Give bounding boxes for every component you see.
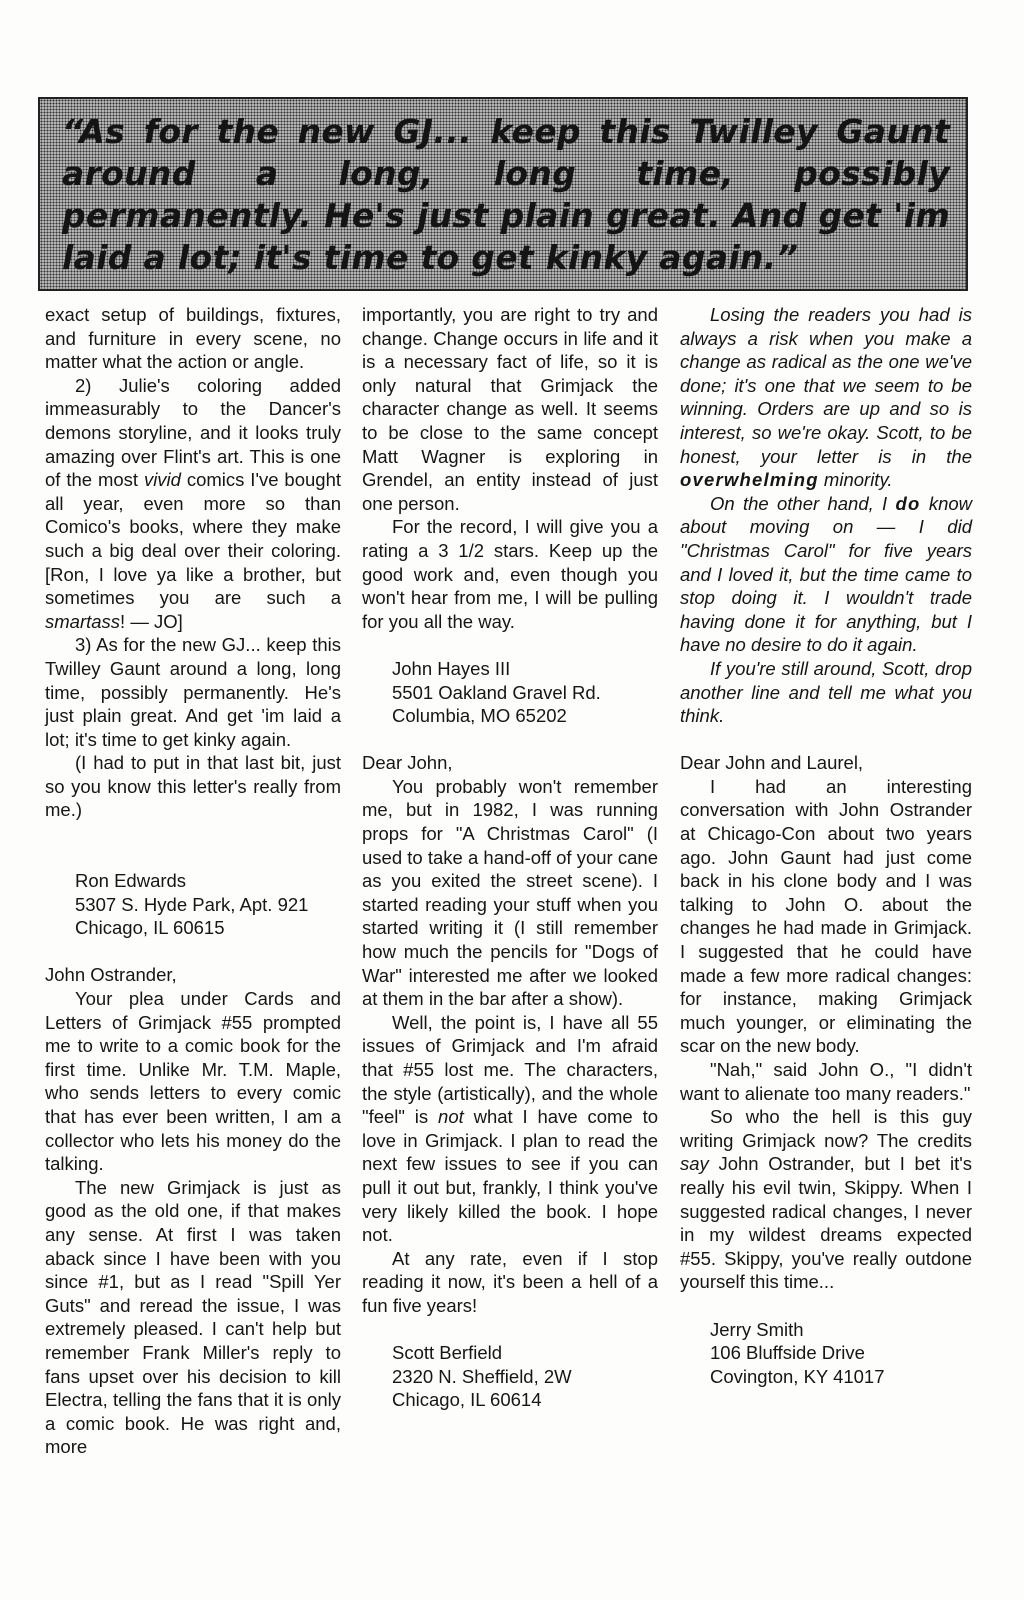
column-3 [680,303,972,1388]
paragraph: I had an interesting conversation with John Ostrander at Chicago-Con about two years ago. John Gaunt had just come back in his clone body and I was talking to John O. about the changes he had made in Grimjack. I suggested that he could have made a few more radical changes: for instance, making Grimjack much younger, or eliminating the scar on the new body. [680,775,972,1057]
salutation: John Ostrander, [45,964,177,986]
paragraph: "Nah," said John O., "I didn't want to alienate too many readers." [680,1059,972,1104]
column-2 [362,303,658,1412]
signature-name: John Hayes III [392,657,511,679]
signature-address: 106 Bluffside Drive [710,1342,865,1364]
signature-address: 5307 S. Hyde Park, Apt. 921 [75,893,309,915]
paragraph: Losing the readers you had is always a risk when you make a change as radical as the one we've done; it's one that we seem to be winning. Orders are up and so is interest, so we're okay. Scott, to be honest, your letter is in the overwhelming minority. [680,304,972,491]
paragraph: For the record, I will give you a rating a 3 1/2 stars. Keep up the good work and, even though you won't hear from me, I will be pulling for you all the way. [362,516,658,632]
column-1 [45,303,341,1459]
paragraph: Well, the point is, I have all 55 issues of Grimjack and I'm afraid that #55 lost me. The characters, the style (artistically), and the whole "feel" is not what I have come to love in Grimjack. I plan to read the next few issues to see if you can pull it out but, frankly, I think you've very likely killed the book. I hope not. [362,1011,658,1246]
paragraph: At any rate, even if I stop reading it now, it's been a hell of a fun five years! [362,1247,658,1316]
salutation: Dear John, [362,752,453,774]
paragraph: importantly, you are right to try and change. Change occurs in life and it is a necessary fact of life, so it is only natural that Grimjack the character change as well. It seems to be close to the same concept Matt Wagner is exploring in Grendel, an entity instead of just one person. [362,304,658,514]
paragraph: 3) As for the new GJ... keep this Twilley Gaunt around a long, long time, possibly permanently. He's just plain great. And get 'im laid a lot; it's time to get kinky again. [45,634,341,750]
signature-name: Ron Edwards [75,870,187,892]
paragraph: (I had to put in that last bit, just so you know this letter's really from me.) [45,752,341,821]
signature-address: 5501 Oakland Gravel Rd. [392,681,601,703]
signature-city: Covington, KY 41017 [710,1365,885,1387]
signature-city: Columbia, MO 65202 [392,705,567,727]
paragraph: Your plea under Cards and Letters of Grimjack #55 prompted me to write to a comic book for the first time. Unlike Mr. T.M. Maple, who sends letters to every comic that has ever been written, I am a collector who lets his money do the talking. [45,988,341,1175]
paragraph: On the other hand, I do know about moving on — I did "Christmas Carol" for five years and I loved it, but the time came to stop doing it. I wouldn't trade having done it for anything, but I have no desire to do it again. [680,492,973,656]
salutation: Dear John and Laurel, [680,752,864,774]
paragraph: exact setup of buildings, fixtures, and furniture in every scene, no matter what the action or angle. [45,304,341,373]
paragraph: 2) Julie's coloring added immeasurably to the Dancer's demons storyline, and it looks truly amazing over Flint's art. This is one of the most vivid comics I've bought all year, even more so than Comico's books, where they make such a big deal over their coloring. [Ron, I love ya like a brother, but sometimes you are such a smartass! — JO] [45,374,342,632]
paragraph: So who the hell is this guy writing Grimjack now? The credits say John Ostrander, but I bet it's really his evil twin, Skippy. When I suggested radical changes, I never in my wildest dreams expected #55. Skippy, you've really outdone yourself this time... [680,1106,972,1293]
pull-quote-box [38,97,968,291]
signature-name: Scott Berfield [392,1342,503,1364]
paragraph: If you're still around, Scott, drop another line and tell me what you think. [680,657,972,727]
signature-city: Chicago, IL 60614 [392,1389,542,1411]
editor-response [680,303,972,728]
signature-city: Chicago, IL 60615 [75,917,225,939]
paragraph: You probably won't remember me, but in 1982, I was running props for "A Christmas Carol" (I used to take a hand-off of your cane as you exited the street scene). I started reading your stuff when you started writing it (I still remember how much the pencils for "Dogs of War" interested me after we looked at them in the bar after a show). [362,775,658,1010]
signature-address: 2320 N. Sheffield, 2W [392,1365,572,1387]
paragraph: The new Grimjack is just as good as the old one, if that makes any sense. At first I was taken aback since I have been with you since #1, but as I read "Spill Yer Guts" and reread the issue, I was extremely pleased. I can't help but remember Frank Miller's reply to fans upset over his decision to kill Electra, telling the fans that it is only a comic book. He was right and, more [45,1176,341,1458]
pull-quote-text: “As for the new GJ... keep this Twilley Gaunt around a long, long time, possibly permanently. He's just plain great. And get 'im laid a lot; it's time to get kinky again.” [62,112,950,277]
signature-name: Jerry Smith [710,1318,804,1340]
